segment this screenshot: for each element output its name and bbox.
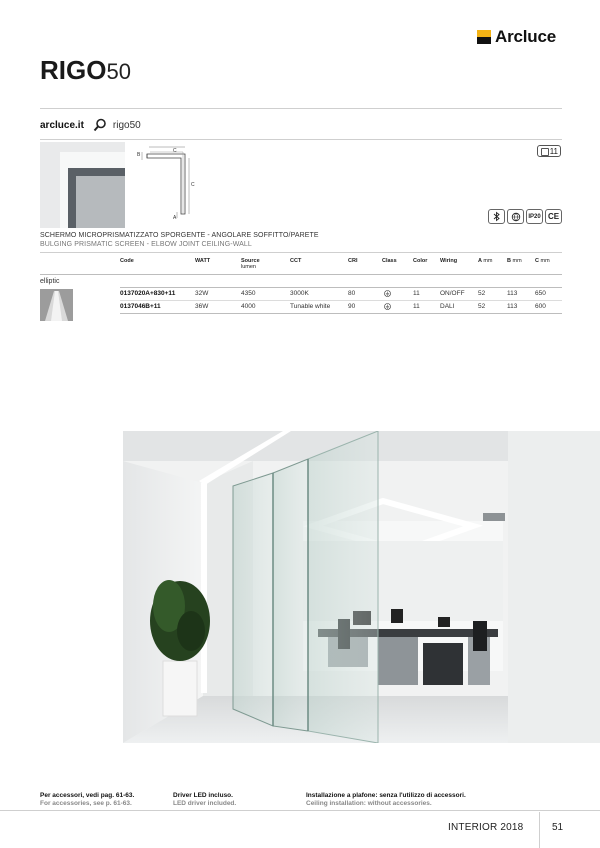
cell-code: 0137046B+11: [120, 303, 161, 310]
col-header-a-letter: A: [478, 258, 482, 264]
footer-accessories-it: Per accessori, vedi pag. 61-63.: [40, 792, 135, 799]
product-name: RIGO: [40, 55, 107, 85]
class-earth-icon: [384, 303, 391, 312]
col-header-class: Class: [382, 258, 397, 264]
footer-installation-en: Ceiling installation: without accessories.: [306, 800, 432, 807]
row-rule-bottom: [120, 313, 562, 314]
site-row: [40, 117, 141, 133]
site-link[interactable]: arcluce.it: [40, 119, 84, 131]
col-header-source-l2: lumen: [241, 264, 256, 270]
cell-wiring: DALI: [440, 303, 455, 310]
table-row: [120, 289, 562, 299]
footer-driver: [173, 792, 236, 808]
footer-installation: [306, 792, 466, 808]
page-number-divider: [539, 812, 540, 848]
drawing-label-c-top: C: [173, 148, 177, 154]
brand-name: Arcluce: [495, 27, 556, 46]
cell-watt: 32W: [195, 290, 209, 297]
col-header-a: [478, 258, 492, 264]
cell-watt: 36W: [195, 303, 209, 310]
ip20-badge: IP20: [526, 209, 543, 224]
drawing-label-b: B: [137, 152, 141, 158]
description-en: BULGING PRISMATIC SCREEN - ELBOW JOINT CEILING-WALL: [40, 241, 252, 248]
footer-installation-it: Installazione a plafone: senza l'utilizzo di accessori.: [306, 792, 466, 799]
cell-lumen: 4000: [241, 303, 256, 310]
site-divider: [40, 139, 562, 140]
cell-cri: 90: [348, 303, 356, 310]
box-icon: [541, 148, 549, 156]
col-header-cct: CCT: [290, 258, 302, 264]
product-title: [40, 55, 131, 87]
class-earth-icon: [384, 290, 391, 299]
cell-a: 52: [478, 303, 486, 310]
col-header-code: Code: [120, 258, 134, 264]
table-top-rule: [40, 252, 562, 253]
col-header-source: [241, 258, 260, 270]
table-row: [120, 302, 562, 312]
product-drawing: [137, 142, 207, 220]
col-header-c: [535, 258, 550, 264]
cell-cct: Tunable white: [290, 303, 331, 310]
installation-photo: [123, 431, 600, 743]
col-header-a-unit: mm: [483, 258, 493, 264]
certification-icons: [488, 209, 562, 224]
bluetooth-icon: [488, 209, 505, 224]
col-header-b: [507, 258, 522, 264]
col-header-b-letter: B: [507, 258, 511, 264]
product-number: 50: [106, 59, 131, 84]
model-name: rigo50: [112, 119, 141, 131]
header-divider: [40, 108, 562, 109]
col-header-color: Color: [413, 258, 428, 264]
col-header-wiring: Wiring: [440, 258, 458, 264]
section-label: INTERIOR 2018: [448, 822, 524, 833]
beam-thumbnail: [40, 289, 73, 321]
product-photo: [40, 142, 125, 228]
cell-c: 600: [535, 303, 546, 310]
drawing-label-a: A: [173, 215, 177, 220]
cell-c: 650: [535, 290, 546, 297]
drawing-label-c-side: C: [191, 182, 195, 188]
row-rule-top: [120, 287, 562, 288]
cell-wiring: ON/OFF: [440, 290, 465, 297]
brand-mark-icon: [477, 30, 491, 44]
footer-driver-it: Driver LED incluso.: [173, 792, 233, 799]
brand-logo: [477, 27, 556, 47]
row-group-label: elliptic: [40, 278, 60, 285]
col-header-watt: WATT: [195, 258, 211, 264]
footer-accessories: [40, 792, 134, 808]
table-header-rule: [40, 274, 562, 275]
globe-icon: [507, 209, 524, 224]
cell-lumen: 4350: [241, 290, 256, 297]
ce-badge: CE: [545, 209, 562, 224]
col-header-cri: CRI: [348, 258, 358, 264]
row-rule-mid: [120, 300, 562, 301]
col-header-c-letter: C: [535, 258, 539, 264]
cell-a: 52: [478, 290, 486, 297]
footer-accessories-en: For accessories, see p. 61-63.: [40, 800, 132, 807]
cell-color: 11: [413, 290, 420, 297]
col-header-b-unit: mm: [512, 258, 522, 264]
col-header-c-unit: mm: [540, 258, 550, 264]
description-it: SCHERMO MICROPRISMATIZZATO SPORGENTE - ANGOLARE SOFFITTO/PARETE: [40, 232, 319, 239]
cell-b: 113: [507, 303, 518, 310]
footer-driver-en: LED driver included.: [173, 800, 237, 807]
page-number: 51: [552, 822, 564, 833]
cell-code: 0137020A+830+11: [120, 290, 176, 297]
col-header-source-l1: Source: [241, 258, 260, 264]
cell-b: 113: [507, 290, 518, 297]
cell-color: 11: [413, 303, 420, 310]
search-icon[interactable]: [93, 118, 107, 132]
footer-divider: [0, 810, 600, 811]
pack-qty: 11: [549, 146, 558, 156]
cell-cct: 3000K: [290, 290, 309, 297]
pack-qty-badge: [537, 145, 561, 157]
cell-cri: 80: [348, 290, 356, 297]
